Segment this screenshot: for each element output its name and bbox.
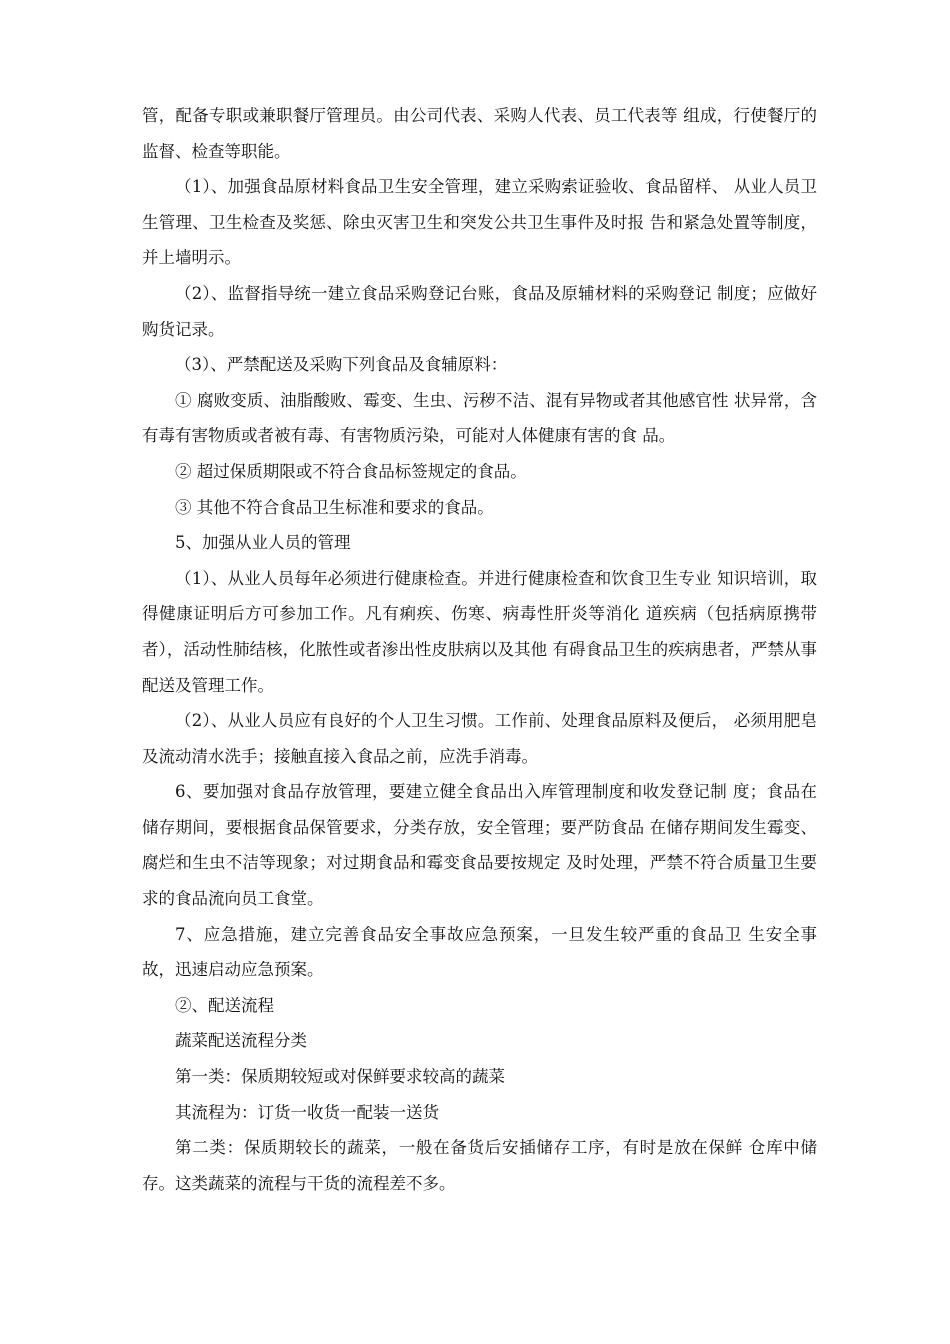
paragraph-item-3: （3）、严禁配送及采购下列食品及食辅原料：	[175, 355, 508, 375]
document-body	[142, 98, 817, 1201]
section-paragraph-7: 7、应急措施，建立完善食品安全事故应急预案，一旦发生较严重的食品卫 生安全事故，迅速启动应急预案。	[142, 924, 817, 980]
section-heading-delivery: ②、配送流程	[175, 995, 274, 1015]
section-heading-5: 5、加强从业人员的管理	[175, 533, 351, 553]
paragraph-sub-1: ① 腐败变质、油脂酸败、霉变、生虫、污秽不洁、混有异物或者其他感官性 状异常，含有毒有害物质或者被有毒、有害物质污染，可能对人体健康有害的食 品。	[142, 390, 817, 446]
paragraph-sub-2: ② 超过保质期限或不符合食品标签规定的食品。	[175, 461, 527, 481]
paragraph-category-1: 第一类：保质期较短或对保鲜要求较高的蔬菜	[175, 1067, 505, 1087]
subheading-vegetable-classification: 蔬菜配送流程分类	[175, 1031, 307, 1051]
paragraph-category-2: 第二类：保质期较长的蔬菜，一般在备货后安插储存工序，有时是放在保鲜 仓库中储存。这类蔬菜的流程与干货的流程差不多。	[142, 1138, 817, 1193]
paragraph-item-2: （2）、监督指导统一建立食品采购登记台账，食品及原辅材料的采购登记 制度；应做好购货记录。	[142, 283, 817, 339]
paragraph-continuation: 管，配备专职或兼职餐厅管理员。由公司代表、采购人代表、员工代表等 组成，行使餐厅的监督、检查等职能。	[142, 106, 817, 161]
paragraph-staff-1: （1）、从业人员每年必须进行健康检查。并进行健康检查和饮食卫生专业 知识培训，取得健康证明后方可参加工作。凡有痢疾、伤寒、病毒性肝炎等消化 道疾病（包括病原携带者），活动性肺结核，化脓性或者渗出性皮肤病以及其他 有碍食品卫生的疾病患者，严禁从事配送及管理工作。	[142, 568, 817, 695]
paragraph-process-1: 其流程为：订货一收货一配装一送货	[175, 1102, 439, 1122]
paragraph-item-1: （1）、加强食品原材料食品卫生安全管理，建立采购索证验收、食品留样、 从业人员卫生管理、卫生检查及奖惩、除虫灭害卫生和突发公共卫生事件及时报 告和紧急处置等制度，并上墙明示。	[142, 177, 817, 268]
section-paragraph-6: 6、要加强对食品存放管理，要建立健全食品出入库管理制度和收发登记制 度；食品在储存期间，要根据食品保管要求，分类存放，安全管理；要严防食品 在储存期间发生霉变、腐烂和生虫不洁等现象；对过期食品和霉变食品要按规定 及时处理，严禁不符合质量卫生要求的食品流向员工食堂。	[142, 782, 817, 909]
paragraph-staff-2: （2）、从业人员应有良好的个人卫生习惯。工作前、处理食品原料及便后， 必须用肥皂及流动清水洗手；接触直接入食品之前，应洗手消毒。	[142, 711, 817, 766]
paragraph-sub-3: ③ 其他不符合食品卫生标准和要求的食品。	[175, 497, 494, 517]
